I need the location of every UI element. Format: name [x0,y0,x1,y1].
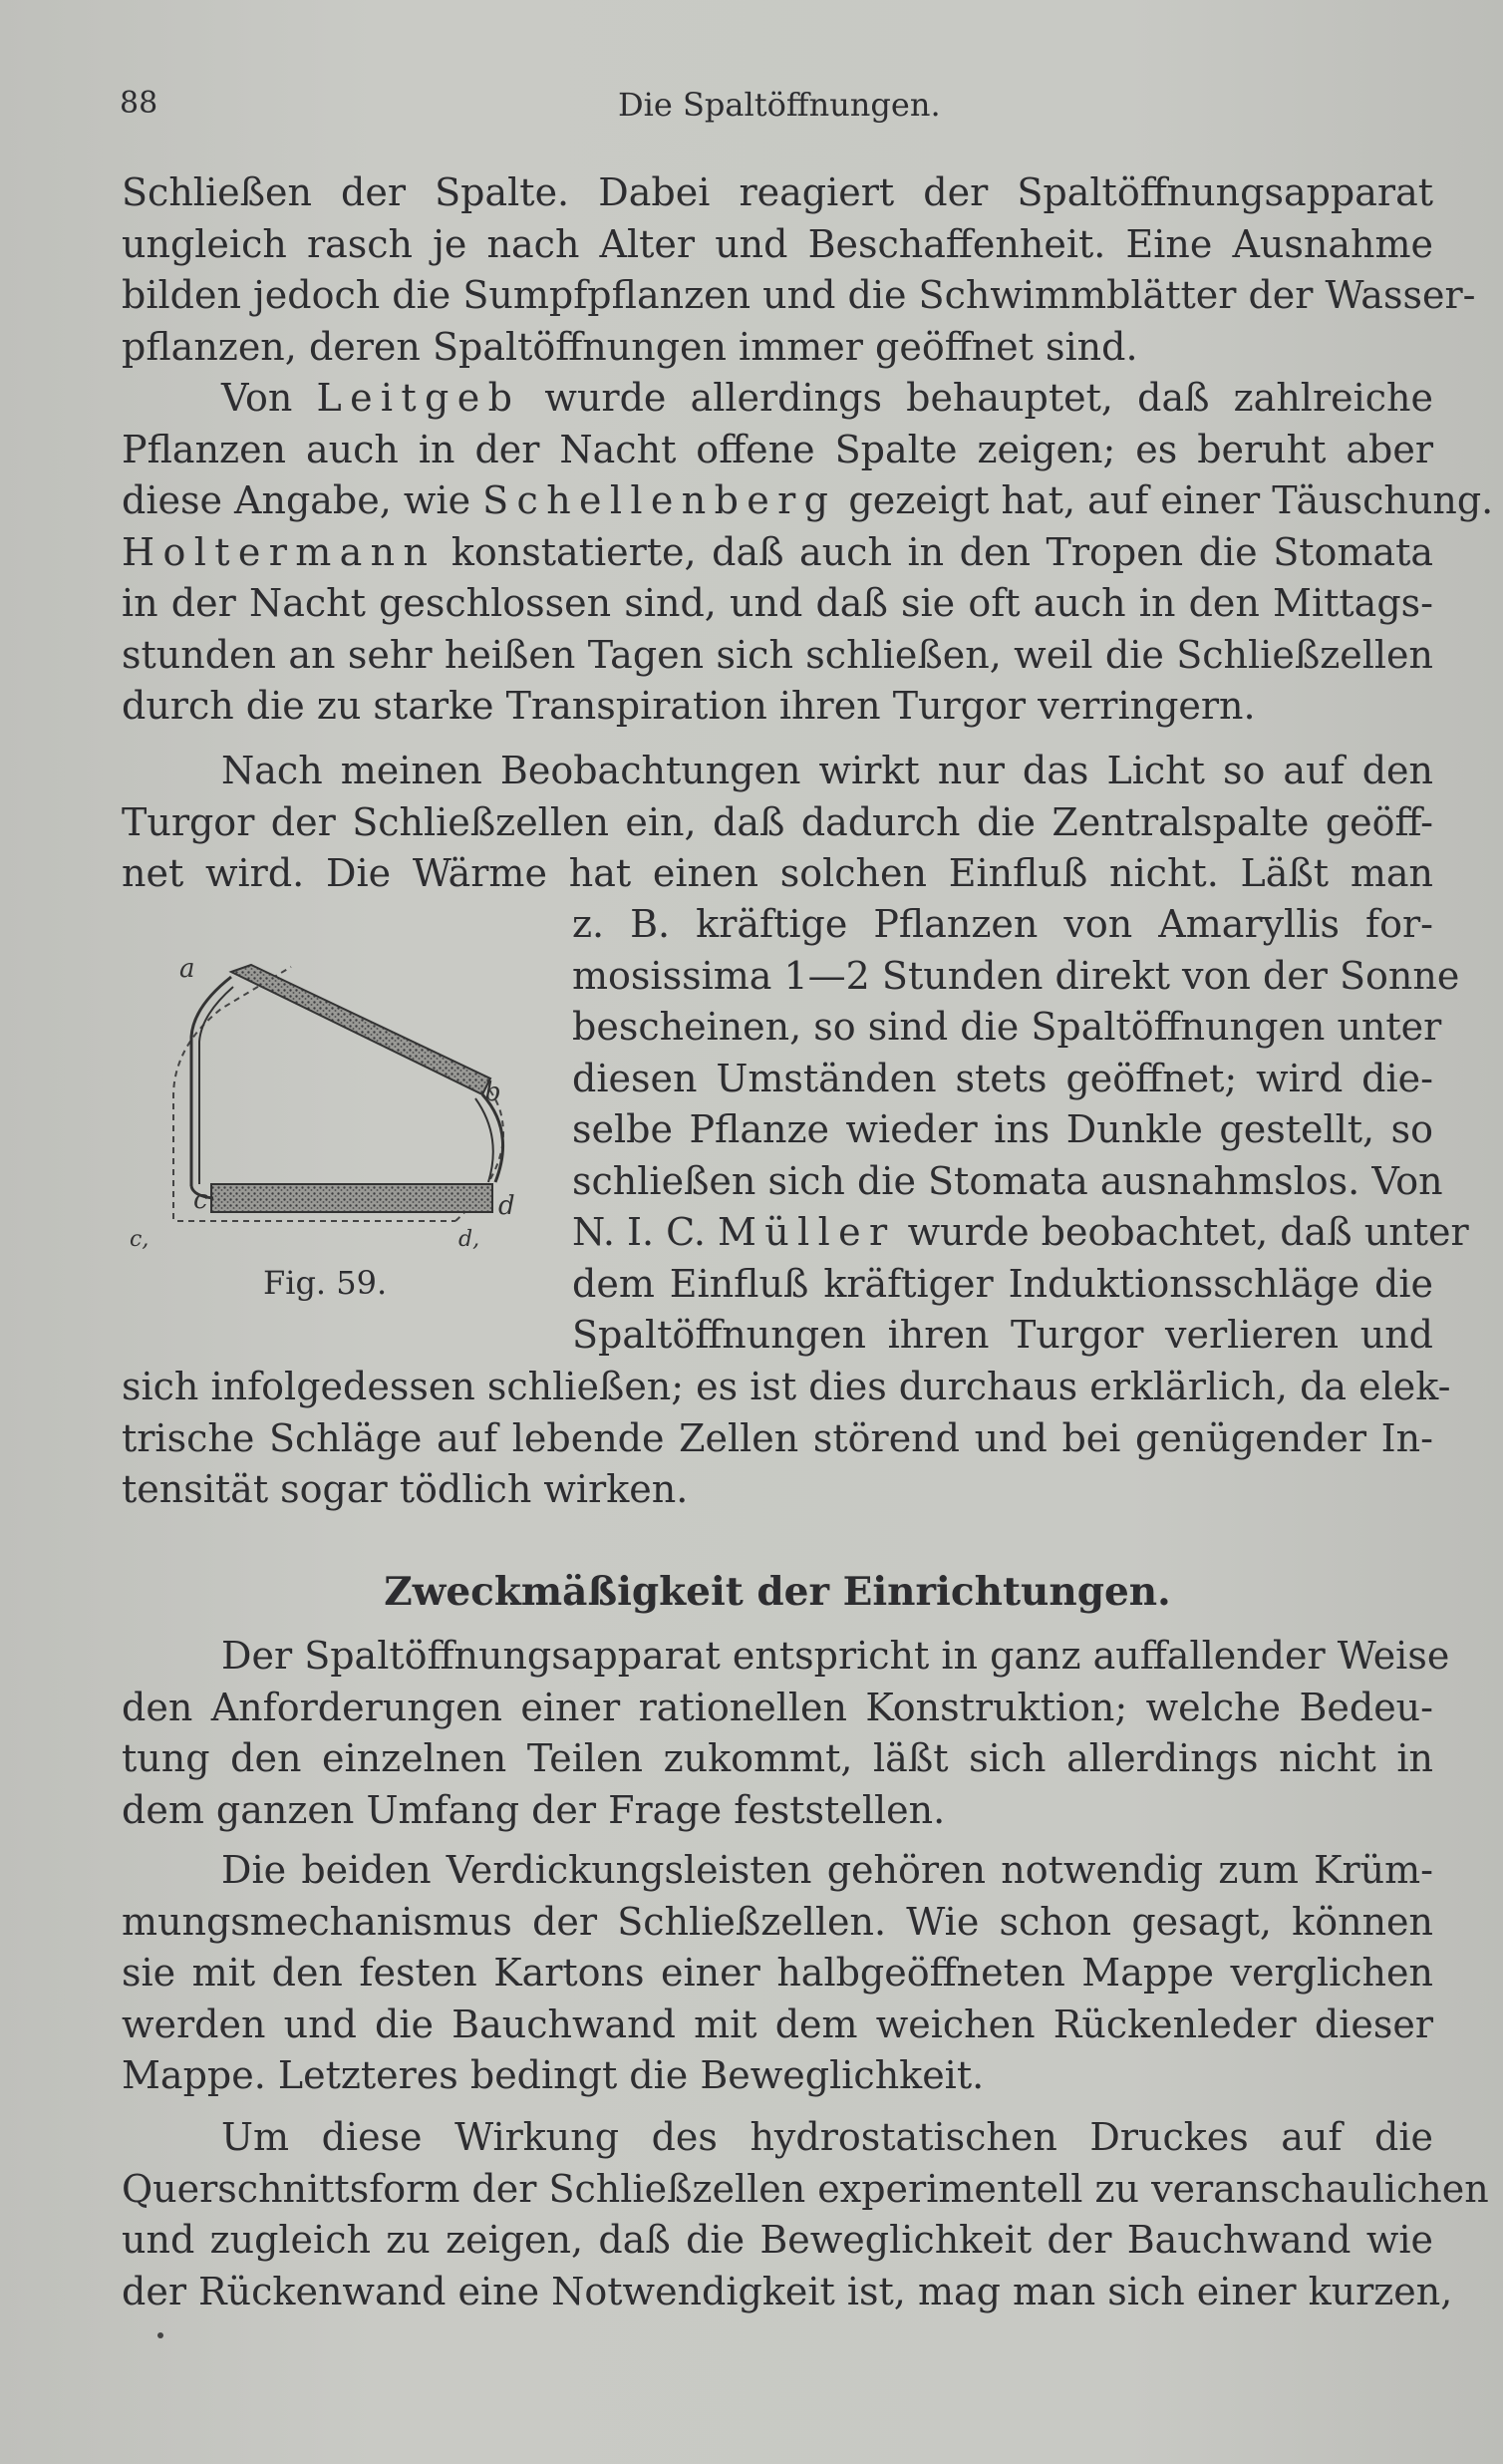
text-line: Nach meinen Beobachtungen wirkt nur das Licht so auf den [221,749,1433,792]
guard-cell-diagram [122,947,540,1266]
author-name: Müller [718,1210,896,1254]
text-line: net wird. Die Wärme hat einen solchen Einfluß nicht. Läßt man [122,851,1433,895]
paragraph-3 [122,746,1433,900]
ink-speck [157,2332,163,2338]
label-b: b [484,1078,501,1107]
label-d1: d, [458,1227,480,1252]
figure-caption: Fig. 59. [263,1264,388,1302]
text-run: diese Angabe, wie [122,478,483,522]
text-line: Mappe. Letzteres bedingt die Beweglichkeit. [122,2053,985,2097]
author-name: Holtermann [122,529,437,574]
text-line: z. B. kräftige Pflanzen von Amaryllis for- [572,902,1433,946]
text-line: in der Nacht geschlossen sind, und daß sie oft auch in den Mittags- [122,581,1433,625]
label-a: a [179,954,195,984]
paragraph-4 [122,1631,1450,1836]
text-line: Pflanzen auch in der Nacht offene Spalte zeigen; es beruht aber [122,427,1433,471]
text-line: werden und die Bauchwand mit dem weichen Rückenleder dieser [122,2002,1433,2046]
text-line: ungleich rasch je nach Alter und Beschaffenheit. Eine Ausnahme [122,221,1433,266]
text-line: sie mit den festen Kartons einer halbgeöffneten Mappe verglichen [122,1951,1433,1995]
author-name: Schellenberg [482,478,837,522]
text-line: stunden an sehr heißen Tagen sich schließen, weil die Schließzellen [122,632,1433,677]
author-name: Leitgeb [316,376,521,420]
text-line: und zugleich zu zeigen, daß die Beweglichkeit der Bauchwand wie [122,2218,1433,2262]
label-c1: c, [130,1227,150,1252]
text-line: dem ganzen Umfang der Frage feststellen. [122,1787,946,1832]
text-line: trische Schläge auf lebende Zellen störend und bei genügender In- [122,1415,1433,1460]
page-header [120,86,1435,136]
running-head: Die Spaltöffnungen. [618,86,941,124]
text-line: tensität sogar tödlich wirken. [122,1467,689,1511]
page-number: 88 [120,86,158,121]
text-run: wurde allerdings behauptet, daß zahlreiche [520,376,1433,420]
text-line: diesen Umständen stets geöffnet; wird die- [572,1056,1433,1100]
text-run: wurde beobachtet, daß unter [895,1210,1469,1254]
text-line [122,373,1433,425]
text-line: der Rückenwand eine Notwendigkeit ist, mag man sich einer kurzen, [122,2269,1453,2313]
paragraph-2 [122,373,1494,733]
text-line: bilden jedoch die Sumpfpflanzen und die Schwimmblätter der Wasser- [122,273,1476,317]
text-line [122,527,1433,579]
text-line: Der Spaltöffnungsapparat entspricht in ganz auffallender Weise [221,1634,1450,1678]
text-line: pflanzen, deren Spaltöffnungen immer geöffnet sind. [122,324,1138,369]
text-line: selbe Pflanze wieder ins Dunkle gestellt, so [572,1107,1433,1151]
text-run: konstatierte, daß auch in den Tropen die Stomata [436,529,1433,574]
paragraph-1 [122,167,1476,373]
section-heading: Zweckmäßigkeit der Einrichtungen. [384,1569,1171,1615]
paragraph-3-wrapped-text [572,899,1469,1362]
paragraph-5 [122,1845,1433,2102]
text-line: schließen sich die Stomata ausnahmslos. Von [572,1158,1443,1203]
text-line: mungsmechanismus der Schließzellen. Wie schon gesagt, können [122,1899,1433,1944]
text-line: Turgor der Schließzellen ein, daß dadurch die Zentralspalte geöff- [122,799,1433,844]
text-run: gezeigt hat, auf einer Täuschung. [836,478,1494,522]
text-line: Die beiden Verdickungsleisten gehören notwendig zum Krüm- [221,1848,1433,1892]
text-line: dem Einfluß kräftiger Induktionsschläge die [572,1261,1433,1306]
text-line: Um diese Wirkung des hydrostatischen Druckes auf die [221,2115,1433,2159]
text-line: durch die zu starke Transpiration ihren Turgor verringern. [122,684,1256,728]
text-line [572,1207,1469,1259]
text-line: mosissima 1—2 Stunden direkt von der Sonne [572,953,1460,998]
text-line: bescheinen, so sind die Spaltöffnungen unter [572,1005,1442,1049]
text-line: den Anforderungen einer rationellen Konstruktion; welche Bedeu- [122,1685,1433,1729]
paragraph-3-continued [122,1362,1451,1516]
label-d: d [498,1191,515,1221]
text-run: Von [221,376,317,420]
text-line: sich infolgedessen schließen; es ist dies durchaus erklärlich, da elek- [122,1365,1451,1408]
text-line [122,475,1494,527]
text-line: Schließen der Spalte. Dabei reagiert der Spaltöffnungsapparat [122,170,1433,214]
label-c: c [193,1185,208,1215]
paragraph-6 [122,2112,1489,2317]
text-run: N. I. C. [572,1210,719,1254]
text-line: Querschnittsform der Schließzellen experimentell zu veranschaulichen [122,2166,1489,2211]
text-line: Spaltöffnungen ihren Turgor verlieren und [572,1313,1433,1357]
text-line: tung den einzelnen Teilen zukommt, läßt sich allerdings nicht in [122,1736,1433,1780]
figure-59 [122,947,540,1316]
